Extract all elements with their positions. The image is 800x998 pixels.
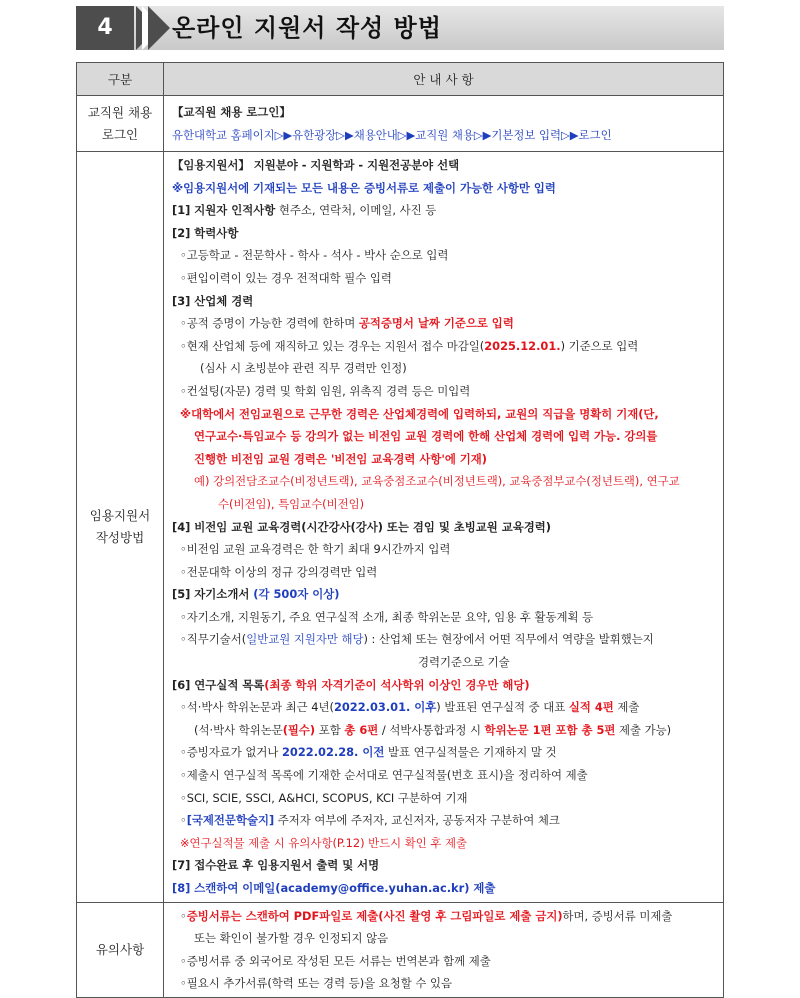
text: ) 기준으로 입력 [560, 338, 639, 353]
section-6-item-3: ◦제출시 연구실적 목록에 기재한 순서대로 연구실적물(번호 표시)을 정리하여 제출 [180, 768, 588, 783]
highlight: 증빙서류는 스캔하여 PDF파일로 제출(사진 촬영 후 그림파일로 제출 금지) [186, 908, 563, 923]
notes-item-1 [172, 905, 717, 928]
text: ) : 산업체 또는 현장에서 어떤 직무에서 역량을 발휘했는지 [363, 632, 654, 647]
highlight: 공적증명서 날짜 기준으로 입력 [358, 316, 514, 331]
login-label-2: 로그인 [101, 126, 139, 142]
section-3-item-2-note: (심사 시 초빙분야 관련 직무 경력만 인정) [200, 361, 407, 376]
form-note: ※임용지원서에 기재되는 모든 내용은 증빙서류로 제출이 가능한 사항만 입력 [172, 180, 556, 195]
section-7-title: [7] 접수완료 후 임용지원서 출력 및 서명 [172, 858, 380, 873]
text: ◦증빙자료가 없거나 [180, 745, 282, 760]
header-guide: 안 내 사 항 [164, 63, 724, 96]
text: 포함 [315, 722, 345, 737]
section-5-item-2 [172, 628, 717, 651]
text: ) 발표된 연구실적 중 대표 [436, 700, 569, 715]
section-3-warning-3: 진행한 비전임 교원 경력은 '비전임 교육경력 사항'에 기재) [194, 451, 488, 466]
notes-label: 유의사항 [77, 902, 164, 997]
deadline-date: 2025.12.01. [484, 338, 561, 353]
section-4-title: [4] 비전임 교원 교육경력(시간강사(강사) 또는 겸임 및 초빙교원 교육경력) [172, 519, 551, 534]
notes-item-3: ◦필요시 추가서류(학력 또는 경력 등)을 요청할 수 있음 [180, 976, 453, 991]
section-3-example-1: 예) 강의전담조교수(비정년트랙), 교육중점조교수(비정년트랙), 교육중점부교수(정년트랙), 연구교 [194, 474, 680, 489]
section-6-title [172, 674, 717, 697]
section-number: 4 [76, 6, 134, 50]
text: [6] 연구실적 목록 [172, 677, 265, 692]
text: ◦ [180, 908, 187, 923]
text: ◦현재 산업체 등에 재직하고 있는 경우는 지원서 접수 마감일( [180, 338, 485, 353]
section-6-item-1-note [172, 719, 717, 742]
section-3-warning-1: ※대학에서 전임교원으로 근무한 경력은 산업체경력에 입력하되, 교원의 직급을 명확히 기재(단, [180, 406, 659, 421]
text: 발표 연구실적물은 기재하지 말 것 [384, 745, 557, 760]
section-3-item-2 [172, 335, 717, 358]
highlight: 일반교원 지원자만 해당 [246, 632, 364, 647]
text: ◦직무기술서( [180, 632, 247, 647]
section-5-item-1: ◦자기소개, 지원동기, 주요 연구실적 소개, 최종 학위논문 요약, 임용 후 활동계획 등 [180, 609, 594, 624]
highlight: (각 500자 이상) [253, 587, 340, 602]
text: ◦석·박사 학위논문과 최근 4년( [180, 700, 334, 715]
text: ◦공적 증명이 가능한 경력에 한하며 [180, 316, 359, 331]
text: 제출 가능) [615, 722, 672, 737]
section-1-title: [1] 지원자 인적사항 [172, 203, 276, 218]
highlight: 실적 4편 [568, 700, 614, 715]
section-3-item-3: ◦컨설팅(자문) 경력 및 학회 임원, 위촉직 경력 등은 미입력 [180, 383, 471, 398]
text: (석·박사 학위논문 [194, 722, 283, 737]
section-6-item-5 [172, 809, 717, 832]
guide-table [76, 62, 724, 998]
form-label-1: 임용지원서 [89, 507, 151, 523]
form-row [77, 152, 724, 903]
section-3-item-1 [172, 312, 717, 335]
text: 하며, 증빙서류 미제출 [562, 908, 673, 923]
section-3-warning-2: 연구교수·특임교수 등 강의가 없는 비전임 교원 경력에 한해 산업체 경력에 입력 가능. 강의를 [194, 429, 658, 444]
section-banner [76, 6, 724, 50]
section-6-item-1 [172, 696, 717, 719]
login-path: 유한대학교 홈페이지▷▶유한광장▷▶채용안내▷▶교직원 채용▷▶기본정보 입력▷▶로그인 [172, 127, 612, 142]
section-2-title: [2] 학력사항 [172, 225, 239, 240]
highlight: 학위논문 1편 포함 총 5편 [484, 722, 616, 737]
section-3-example-2: 수(비전임), 특임교수(비전임) [218, 496, 365, 511]
notes-content [164, 902, 724, 997]
text: ◦ [180, 813, 187, 828]
section-5-title [172, 583, 717, 606]
highlight: 2022.03.01. 이후 [333, 700, 437, 715]
highlight: 총 6편 [344, 722, 379, 737]
section-2-item-2: ◦편입이력이 있는 경우 전적대학 필수 입력 [180, 270, 392, 285]
highlight: (필수) [282, 722, 316, 737]
form-label-2: 작성방법 [95, 529, 145, 545]
section-3-title: [3] 산업체 경력 [172, 293, 254, 308]
section-1-desc: 현주소, 연락처, 이메일, 사진 등 [275, 203, 437, 218]
header-category: 구분 [77, 63, 164, 96]
text: 주저자 여부에 주저자, 교신저자, 공동저자 구분하여 체크 [274, 813, 560, 828]
text: / 석박사통합과정 시 [378, 722, 485, 737]
highlight: 2022.02.28. 이전 [282, 745, 385, 760]
section-4-item-2: ◦전문대학 이상의 정규 강의경력만 입력 [180, 564, 378, 579]
login-label-1: 교직원 채용 [87, 104, 153, 120]
chevron-icon-2 [148, 6, 170, 50]
table-header-row [77, 63, 724, 96]
section-4-item-1: ◦비전임 교원 교육경력은 한 학기 최대 9시간까지 입력 [180, 542, 451, 557]
highlight: (최종 학위 자격기준이 석사학위 이상인 경우만 해당) [264, 677, 530, 692]
login-row [77, 96, 724, 152]
login-title: 【교직원 채용 로그인】 [172, 104, 291, 119]
login-content [164, 96, 724, 152]
section-6-warning: ※연구실적물 제출 시 유의사항(P.12) 반드시 확인 후 제출 [180, 835, 468, 850]
notes-item-2: ◦증빙서류 중 외국어로 작성된 모든 서류는 번역본과 함께 제출 [180, 953, 491, 968]
notes-row [77, 902, 724, 997]
form-content [164, 152, 724, 903]
text: 제출 [613, 700, 640, 715]
section-6-item-2 [172, 741, 717, 764]
form-intro: 【임용지원서】 지원분야 - 지원학과 - 지원전공분야 선택 [172, 158, 460, 172]
section-6-item-4: ◦SCI, SCIE, SSCI, A&HCI, SCOPUS, KCI 구분하여 기재 [180, 790, 468, 805]
section-2-item-1: ◦고등학교 - 전문학사 - 학사 - 석사 - 박사 순으로 입력 [180, 248, 449, 263]
section-title: 온라인 지원서 작성 방법 [172, 14, 442, 42]
notes-item-1-cont: 또는 확인이 불가할 경우 인정되지 않음 [194, 931, 389, 946]
form-label [77, 152, 164, 903]
highlight: [국제전문학술지] [186, 813, 275, 828]
login-label [77, 96, 164, 152]
section-1 [172, 199, 717, 222]
text: [5] 자기소개서 [172, 587, 254, 602]
section-5-item-2-cont: 경력기준으로 기술 [418, 655, 510, 670]
section-8-title: [8] 스캔하여 이메일(academy@office.yuhan.ac.kr) 제출 [172, 881, 496, 895]
